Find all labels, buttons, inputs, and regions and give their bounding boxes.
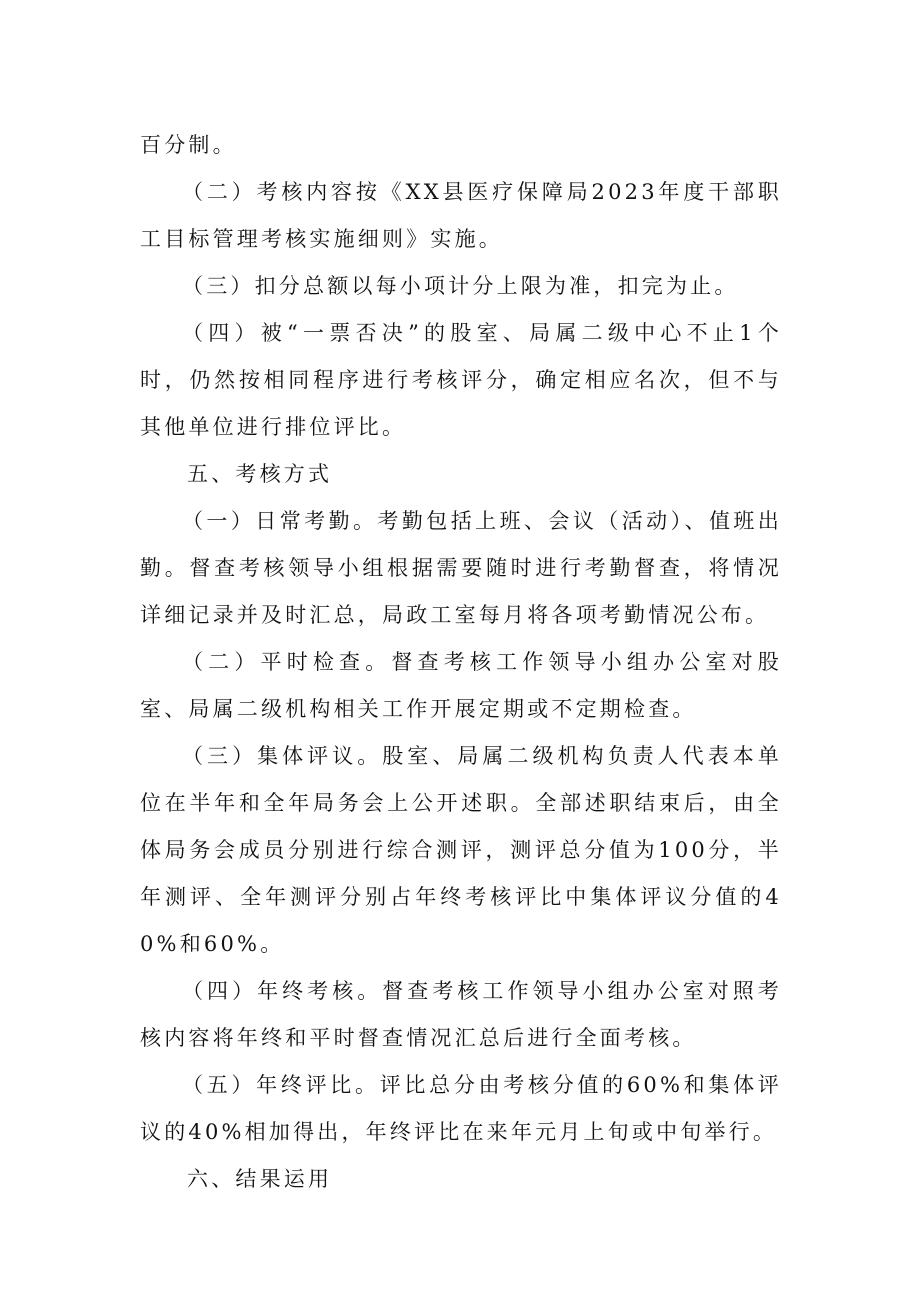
paragraph-routine-inspection: （二）平时检查。督查考核工作领导小组办公室对股室、局属二级机构相关工作开展定期或不定期检查。 (140, 650, 782, 721)
paragraph-veto-rule: （四）被“一票否决”的股室、局属二级中心不止1个时，仍然按相同程序进行考核评分，确定相应名次，但不与其他单位进行排位评比。 (140, 321, 782, 439)
section-heading-assessment-method: 五、考核方式 (187, 462, 333, 486)
paragraph-collective-review: （三）集体评议。股室、局属二级机构负责人代表本单位在半年和全年局务会上公开述职。全部述职结束后，由全体局务会成员分别进行综合测评，测评总分值为100分，半年测评、全年测评分别占年终考核评比中集体评议分值的40%和60%。 (140, 744, 782, 956)
paragraph-assessment-content: （二）考核内容按《XX县医疗保障局2023年度干部职工目标管理考核实施细则》实施。 (140, 180, 782, 251)
paragraph-deduction-limit: （三）扣分总额以每小项计分上限为准，扣完为止。 (182, 274, 739, 298)
section-heading-result-application: 六、结果运用 (187, 1167, 333, 1191)
paragraph-year-end-evaluation: （五）年终评比。评比总分由考核分值的60%和集体评议的40%相加得出，年终评比在来年元月上旬或中旬举行。 (140, 1073, 782, 1144)
paragraph-daily-attendance: （一）日常考勤。考勤包括上班、会议（活动）、值班出勤。督查考核领导小组根据需要随时进行考勤督查，将情况详细记录并及时汇总，局政工室每月将各项考勤情况公布。 (140, 509, 782, 627)
paragraph-continuation: 百分制。 (140, 133, 237, 157)
paragraph-year-end-assessment: （四）年终考核。督查考核工作领导小组办公室对照考核内容将年终和平时督查情况汇总后进行全面考核。 (140, 979, 782, 1050)
document-body (140, 122, 782, 1203)
